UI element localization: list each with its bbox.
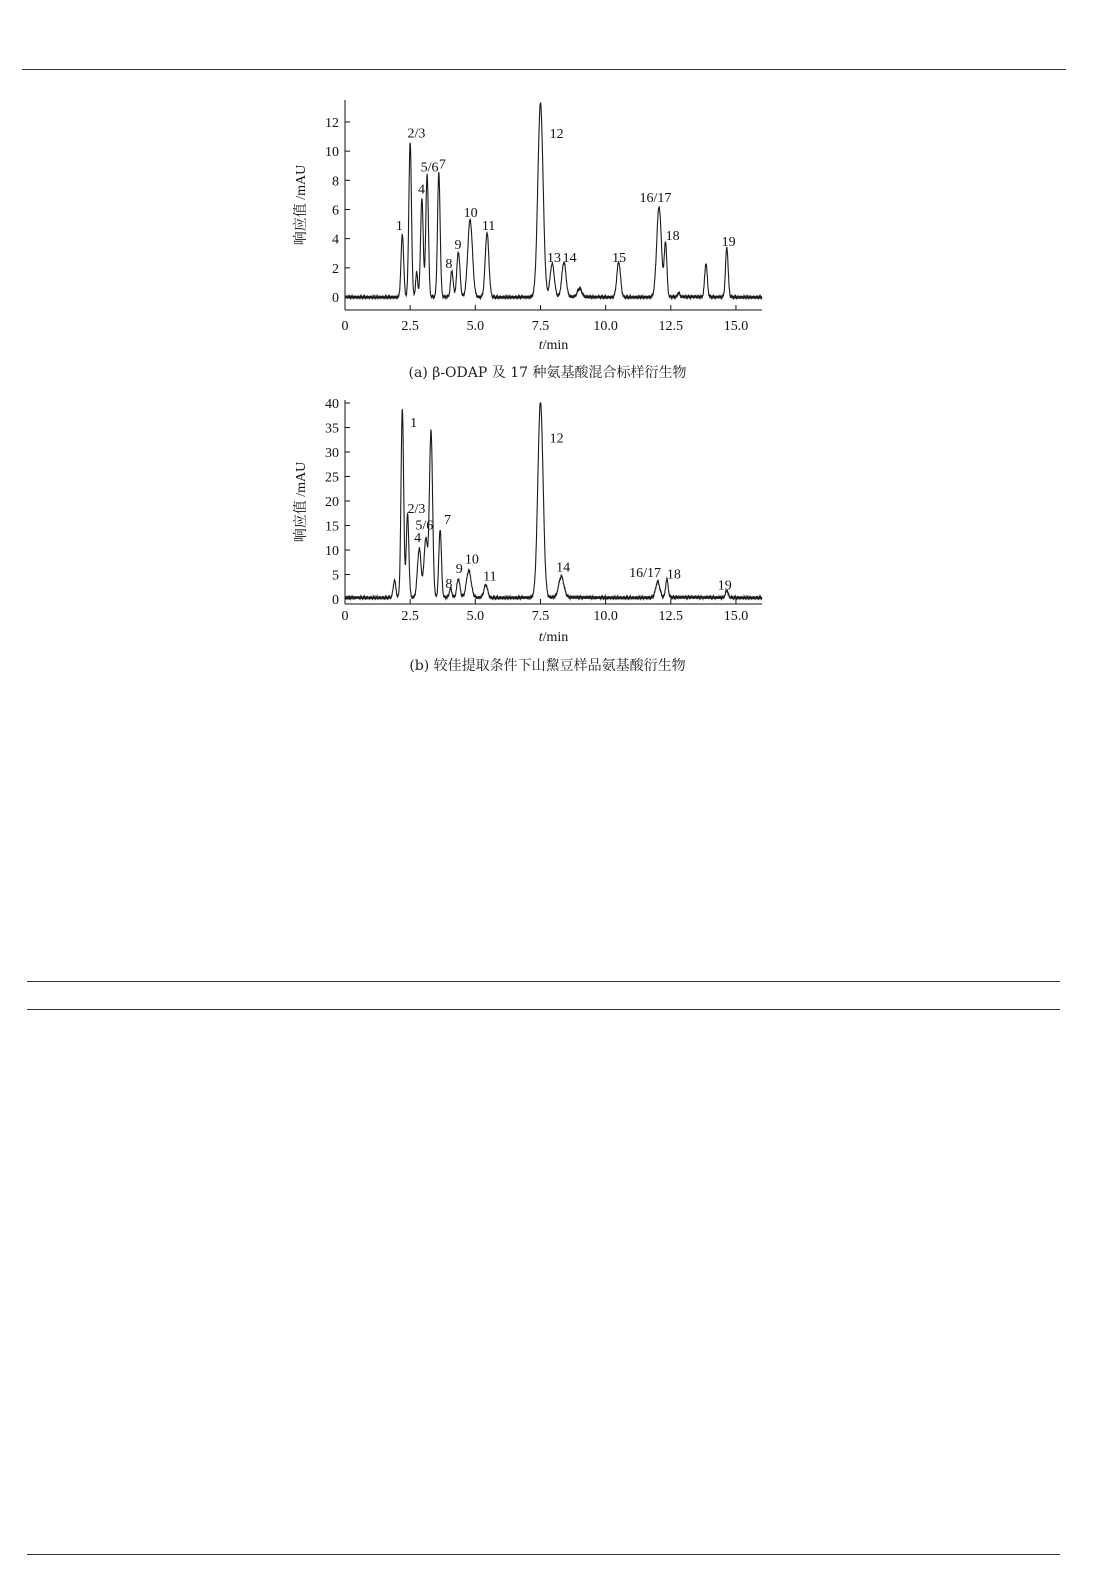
charta-x-axis-label: t/min <box>538 338 569 353</box>
charta-y-tick-label: 2 <box>332 261 339 277</box>
caption-a: (a) β-ODAP 及 17 种氨基酸混合标样衍生物 <box>408 365 687 381</box>
chromatogram-figure <box>0 0 1095 700</box>
chart-a-standard-mixture <box>292 100 762 353</box>
charta-peak-label: 10 <box>463 205 478 221</box>
chartb-y-tick-label: 20 <box>325 495 339 510</box>
chartb-x-tick-label: 2.5 <box>401 609 419 624</box>
chartb-x-tick-label: 7.5 <box>531 609 550 624</box>
chartb-y-tick-label: 35 <box>325 421 339 437</box>
charta-x-tick-label: 2.5 <box>401 319 419 334</box>
chartb-y-tick-label: 10 <box>325 544 339 559</box>
charta-y-tick-label: 6 <box>332 203 339 219</box>
charta-peak-label: 16/17 <box>639 191 672 207</box>
caption-b: (b) 较佳提取条件下山黧豆样品氨基酸衍生物 <box>409 658 686 674</box>
chartb-x-axis-label: t/min <box>538 630 569 645</box>
chartb-peak-label: 5/6 <box>415 518 434 534</box>
charta-peak-label: 14 <box>562 250 577 266</box>
charta-peak-label: 18 <box>665 229 680 245</box>
chartb-peak-label: 12 <box>549 431 564 447</box>
charta-y-tick-label: 0 <box>332 291 339 306</box>
charta-peak-label: 7 <box>438 157 446 173</box>
chartb-peak-label: 1 <box>410 416 418 432</box>
charta-peak-label: 15 <box>612 250 627 266</box>
charta-peak-label: 4 <box>417 182 425 198</box>
charta-peak-label: 12 <box>549 127 564 143</box>
chartb-x-tick-label: 5.0 <box>466 609 485 624</box>
chart-b-sample-extract <box>292 397 762 645</box>
charta-y-tick-label: 12 <box>325 115 339 131</box>
chartb-peak-label: 2/3 <box>407 501 426 517</box>
charta-x-tick-label: 15.0 <box>723 319 749 334</box>
chartb-peak-label: 16/17 <box>629 565 661 581</box>
charta-y-tick-label: 4 <box>332 232 339 248</box>
chartb-peak-label: 18 <box>666 567 681 583</box>
chartb-y-tick-label: 15 <box>325 519 339 535</box>
chartb-x-tick-label: 10.0 <box>593 609 618 624</box>
bottom-rule <box>27 1554 1060 1555</box>
charta-y-axis-label: 响应值 /mAU <box>294 164 309 246</box>
charta-peak-label: 19 <box>721 234 736 250</box>
charta-x-tick-label: 0 <box>341 319 349 334</box>
chartb-y-tick-label: 30 <box>325 446 339 461</box>
chartb-y-tick-label: 0 <box>332 593 339 608</box>
charta-y-tick-label: 10 <box>325 145 339 161</box>
charta-peak-label: 1 <box>395 218 403 234</box>
chartb-peak-label: 9 <box>455 562 463 578</box>
charta-x-tick-label: 12.5 <box>658 319 684 334</box>
chartb-x-tick-label: 15.0 <box>723 609 749 624</box>
charta-peak-label: 11 <box>481 218 496 234</box>
chartb-y-tick-label: 25 <box>325 470 339 486</box>
chartb-y-axis-label: 响应值 /mAU <box>294 461 309 543</box>
chartb-x-tick-label: 12.5 <box>658 609 684 624</box>
chartb-peak-label: 14 <box>556 560 571 576</box>
chartb-peak-label: 11 <box>483 569 497 585</box>
table-rule-top <box>27 981 1060 982</box>
charta-x-tick-label: 5.0 <box>466 319 485 334</box>
chartb-peak-label: 4 <box>414 531 422 547</box>
chartb-x-tick-label: 0 <box>341 609 349 624</box>
charta-peak-label: 8 <box>445 256 453 272</box>
charta-peak-label: 9 <box>454 237 462 253</box>
chartb-peak-label: 8 <box>445 577 453 593</box>
charta-y-tick-label: 8 <box>332 174 339 190</box>
charta-peak-label: 13 <box>546 250 561 266</box>
chartb-y-tick-label: 5 <box>332 568 339 584</box>
chartb-y-tick-label: 40 <box>325 397 339 412</box>
chartb-peak-label: 19 <box>717 578 732 594</box>
charta-peak-label: 5/6 <box>420 160 439 176</box>
chartb-peak-label: 10 <box>464 552 479 568</box>
charta-peak-label: 2/3 <box>407 126 426 142</box>
chartb-peak-label: 7 <box>444 513 452 529</box>
table-rule-mid <box>27 1009 1060 1010</box>
charta-x-tick-label: 7.5 <box>531 319 550 334</box>
charta-x-tick-label: 10.0 <box>593 319 618 334</box>
